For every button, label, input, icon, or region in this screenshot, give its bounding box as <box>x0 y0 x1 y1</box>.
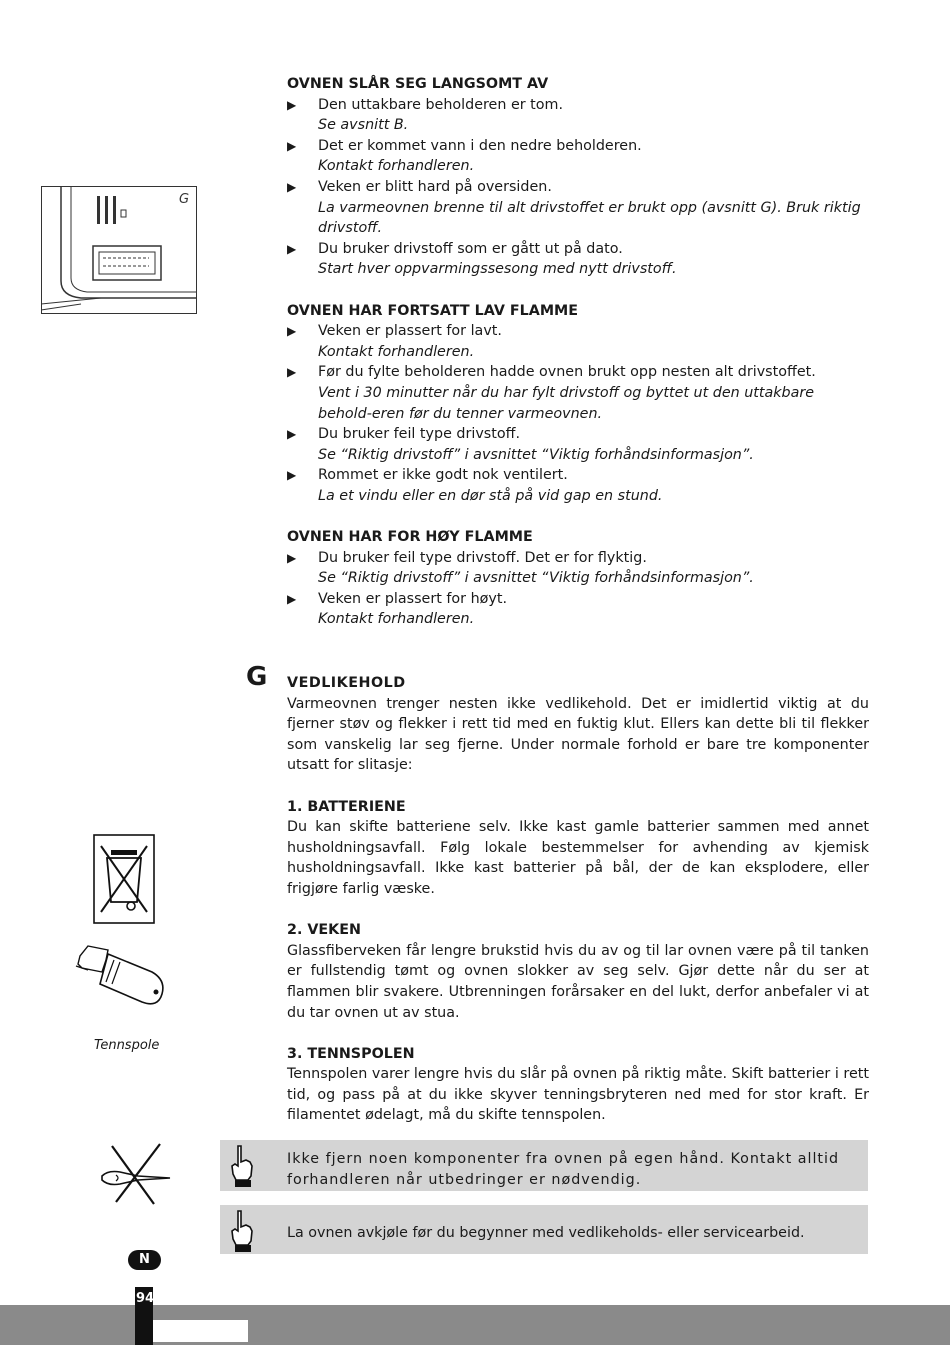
footer-strip <box>153 1320 248 1342</box>
list-item: ▶ Veken er blitt hard på oversiden. La varmeovnen brenne til alt drivstoffet er brukt opp (avsnitt G). Bruk riktig drivstoff. <box>287 178 861 237</box>
list-item: ▶ Du bruker drivstoff som er gått ut på dato. Start hver oppvarmingssesong med nytt drivstoff. <box>287 240 677 278</box>
list-item: ▶ Du bruker feil type drivstoff. Det er for flyktig. Se “Riktig drivstoff” i avsnittet “Viktig forhåndsinformasjon”. <box>287 549 754 587</box>
list-item: ▶ Du bruker feil type drivstoff. Se “Riktig drivstoff” i avsnittet “Viktig forhåndsinformasjon”. <box>287 426 754 463</box>
heater-detail-illustration <box>41 186 197 318</box>
section-heading-high-flame: OVNEN HAR FOR HØY FLAMME <box>287 529 533 546</box>
list-item: ▶ Veken er plassert for høyt. Kontakt forhandleren. <box>287 590 508 628</box>
bullet-arrow-icon: ▶ <box>287 365 297 380</box>
pointing-hand-icon <box>226 1144 256 1188</box>
bullet-arrow-icon: ▶ <box>287 468 297 483</box>
igniter-text: Tennspolen varer lengre hvis du slår på ovnen på riktig måte. Skift batterier i rett tid, og pass på at du ikke skyver tenningsbryteren ned med for stor kraft. Er filamentet ødelagt, må du skifte tennspolen. <box>287 1066 869 1124</box>
bullet-arrow-icon: ▶ <box>287 241 297 256</box>
language-badge: N <box>128 1250 161 1270</box>
list-item: ▶ Veken er plassert for lavt. Kontakt forhandleren. <box>287 323 502 360</box>
warning-note <box>220 1140 868 1191</box>
list-item: ▶ Rommet er ikke godt nok ventilert. La et vindu eller en dør stå på vid gap en stund. <box>287 467 663 504</box>
igniter-caption: Tennspole <box>94 1038 160 1053</box>
subheading-batteries: 1. BATTERIENE <box>287 798 406 815</box>
illustration-label: G <box>179 192 190 207</box>
section-title-maintenance: VEDLIKEHOLD <box>287 675 406 691</box>
wheelie-bin-crossed-icon <box>93 834 155 928</box>
cooldown-note <box>220 1205 868 1254</box>
section-letter: G <box>246 662 268 692</box>
wick-text: Glassfiberveken får lengre brukstid hvis du av og til lar ovnen være på til tanken er fullstendig tømt og ovnen slokker av seg selv. Gjør dette når du ser at flammen blir svakere. Utbrenningen forårsaker en del lukt, derfor anbefaler vi at du tar ovnen ut av stua. <box>287 942 869 1021</box>
maintenance-section <box>287 673 869 1126</box>
warning-note-text: Ikke fjern noen komponenter fra ovnen på egen hånd. Kontakt alltid forhandleren når utbedringer er nødvendig. <box>287 1151 840 1188</box>
section-heading-low-flame: OVNEN HAR FORTSATT LAV FLAMME <box>287 302 579 319</box>
bullet-arrow-icon: ▶ <box>287 138 297 153</box>
batteries-text: Du kan skifte batteriene selv. Ikke kast gamle batterier sammen med annet husholdningsavfall. Følg lokale bestemmelser for avhending av kjemisk husholdningsavfall. Ikke kast batterier på bål, der de kan eksplodere, eller frigjøre farlig væske. <box>287 819 869 897</box>
list-item: ▶ Før du fylte beholderen hadde ovnen brukt opp nesten alt drivstoffet. Vent i 30 minutter når du har fylt drivstoff og byttet ut den uttakbare behold-eren før du tenner varmeovnen. <box>287 364 816 422</box>
section-heading-slow-shutdown: OVNEN SLÅR SEG LANGSOMT AV <box>287 76 549 92</box>
pointing-hand-icon <box>226 1209 256 1253</box>
list-item: ▶ Den uttakbare beholderen er tom. Se avsnitt B. <box>287 96 563 134</box>
no-tools-icon <box>98 1140 174 1210</box>
bullet-arrow-icon: ▶ <box>287 324 297 339</box>
main-content <box>287 74 869 630</box>
subheading-wick: 2. VEKEN <box>287 922 361 939</box>
bullet-arrow-icon: ▶ <box>287 179 297 194</box>
maintenance-intro: Varmeovnen trenger nesten ikke vedlikehold. Det er imidlertid viktig at du fjerner støv og flekker i rett tid med en fuktig klut. Ellers kan dette bli til flekker som vanskelig lar seg fjerne. Under normale forhold er bare tre komponenter utsatt for slitasje: <box>287 695 869 774</box>
subheading-igniter: 3. TENNSPOLEN <box>287 1045 415 1062</box>
bullet-arrow-icon: ▶ <box>287 591 297 606</box>
bullet-arrow-icon: ▶ <box>287 97 297 112</box>
igniter-coil-illustration <box>74 942 178 1018</box>
list-item: ▶ Det er kommet vann i den nedre beholderen. Kontakt forhandleren. <box>287 137 642 175</box>
bullet-arrow-icon: ▶ <box>287 550 297 565</box>
page-number: 94 <box>136 1291 155 1306</box>
cooldown-note-text: La ovnen avkjøle før du begynner med vedlikeholds- eller servicearbeid. <box>287 1225 805 1241</box>
bullet-arrow-icon: ▶ <box>287 427 297 442</box>
